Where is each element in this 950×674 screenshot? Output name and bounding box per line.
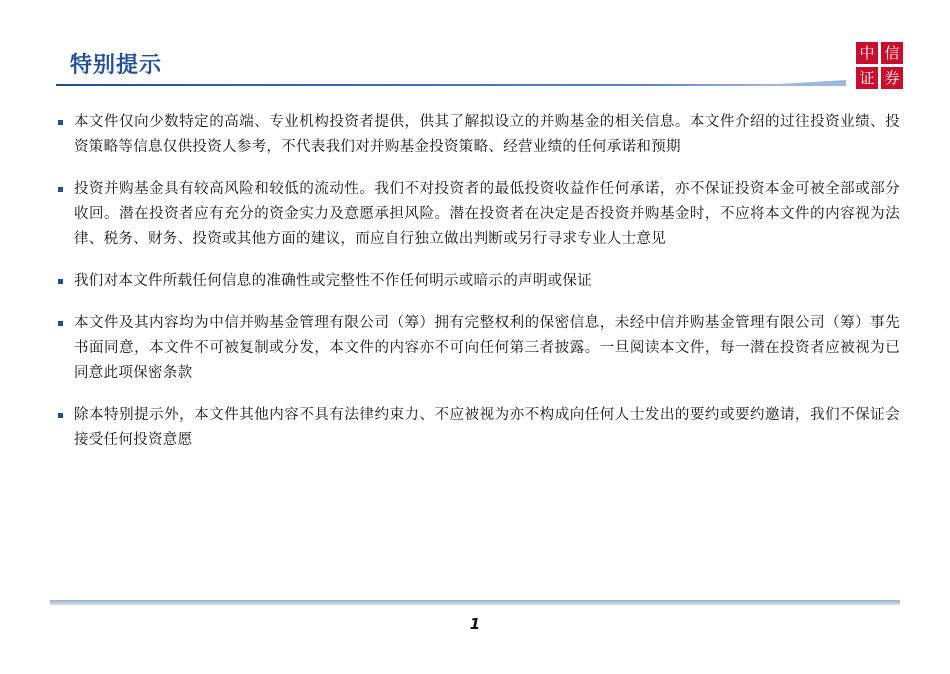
title-underline bbox=[56, 80, 846, 90]
disclaimer-text: 本文件及其内容均为中信并购基金管理有限公司（筹）拥有完整权利的保密信息，未经中信并购基金管理有限公司（筹）事先书面同意，本文件不可被复制或分发，本文件的内容亦不可向任何第三者披露。一旦阅读本文件，每一潜在投资者应被视为已同意此项保密条款 bbox=[74, 315, 900, 381]
disclaimer-text: 除本特别提示外，本文件其他内容不具有法律约束力、不应被视为亦不构成向任何人士发出的要约或要约邀请，我们不保证会接受任何投资意愿 bbox=[74, 407, 900, 448]
square-bullet-icon bbox=[58, 321, 63, 326]
page-title: 特别提示 bbox=[70, 53, 163, 78]
square-bullet-icon bbox=[58, 413, 63, 418]
logo-char: 信 bbox=[881, 42, 903, 64]
disclaimer-item bbox=[58, 177, 900, 252]
disclaimer-text: 投资并购基金具有较高风险和较低的流动性。我们不对投资者的最低投资收益作任何承诺，亦不保证投资本金可被全部或部分收回。潜在投资者应有充分的资金实力及意愿承担风险。潜在投资者在决定是否投资并购基金时，不应将本文件的内容视为法律、税务、财务、投资或其他方面的建议，而应自行独立做出判断或另行寻求专业人士意见 bbox=[74, 181, 900, 247]
disclaimer-list bbox=[58, 110, 900, 470]
disclaimer-text: 本文件仅向少数特定的高端、专业机构投资者提供，供其了解拟设立的并购基金的相关信息。本文件介绍的过往投资业绩、投资策略等信息仅供投资人参考，不代表我们对并购基金投资策略、经营业绩的任何承诺和预期 bbox=[74, 114, 900, 155]
citic-securities-logo bbox=[856, 42, 903, 89]
disclaimer-item bbox=[58, 311, 900, 386]
square-bullet-icon bbox=[58, 187, 63, 192]
footer-divider bbox=[50, 600, 900, 605]
square-bullet-icon bbox=[58, 120, 63, 125]
page-number: 1 bbox=[469, 615, 481, 633]
logo-char: 中 bbox=[856, 42, 878, 64]
disclaimer-item bbox=[58, 403, 900, 453]
logo-char: 券 bbox=[881, 67, 903, 89]
logo-char: 证 bbox=[856, 67, 878, 89]
disclaimer-item bbox=[58, 110, 900, 160]
square-bullet-icon bbox=[58, 279, 63, 284]
disclaimer-item bbox=[58, 269, 900, 294]
disclaimer-text: 我们对本文件所载任何信息的准确性或完整性不作任何明示或暗示的声明或保证 bbox=[74, 273, 592, 289]
